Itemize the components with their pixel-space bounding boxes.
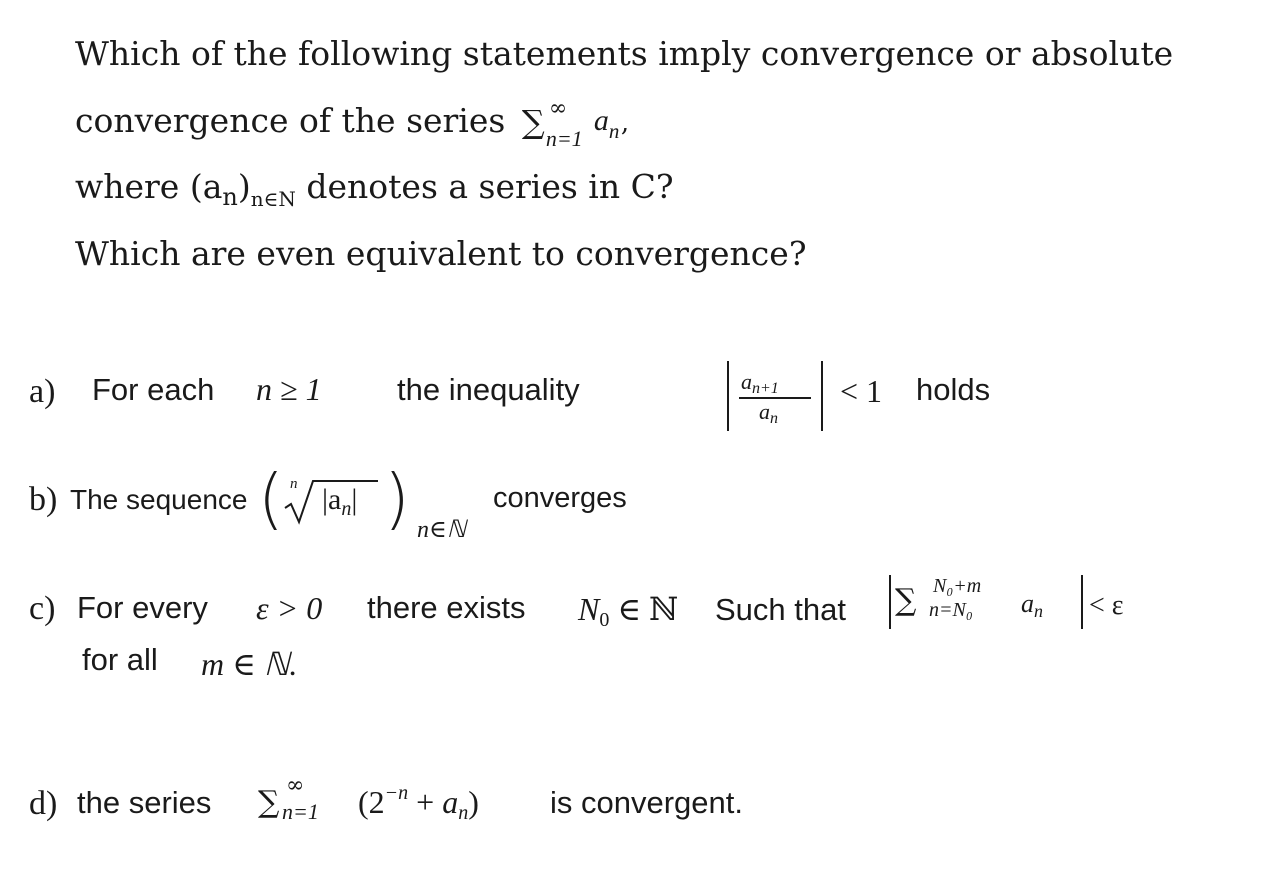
series-punct: , bbox=[620, 108, 630, 138]
series-d-upper: ∞ bbox=[286, 773, 305, 798]
question-line-3 bbox=[75, 167, 674, 211]
partial-sum-abs bbox=[889, 575, 1083, 629]
series-term-sub: n bbox=[608, 119, 620, 143]
question-text-3b: denotes a series in C? bbox=[295, 167, 674, 206]
question-line-1 bbox=[75, 34, 1173, 74]
option-c-text-2: there exists bbox=[367, 590, 526, 625]
ratio-num-sub: n+1 bbox=[752, 380, 779, 397]
ratio-denominator bbox=[759, 399, 778, 425]
series-d-close: ) bbox=[468, 784, 479, 820]
sequence-index: n∈N bbox=[250, 187, 296, 211]
option-c-text-1: For every bbox=[77, 590, 208, 625]
series-d-term-sub: n bbox=[458, 802, 469, 824]
summation-symbol: ∑ bbox=[521, 103, 545, 141]
ratio-den-var: a bbox=[759, 399, 770, 424]
question-text-4: Which are even equivalent to convergence? bbox=[75, 234, 807, 273]
radicand bbox=[322, 483, 358, 520]
partial-sum-lower: n=N₀ bbox=[929, 599, 973, 621]
option-b-text-2: converges bbox=[493, 482, 627, 514]
root-index: n bbox=[290, 476, 298, 492]
radical-overline bbox=[322, 480, 378, 482]
partial-sum-term bbox=[1021, 589, 1043, 619]
series-d-exponent: −n bbox=[384, 782, 409, 804]
sequence-paren: ) bbox=[237, 167, 251, 206]
question-text-2: convergence of the series bbox=[75, 101, 506, 140]
option-c-text-4: for all bbox=[82, 642, 158, 677]
option-c-math-3: m ∈ ℕ. bbox=[201, 646, 298, 682]
option-b-text-1: The sequence bbox=[70, 484, 248, 515]
index-set: n∈ℕ bbox=[417, 517, 466, 543]
option-c-text-3: Such that bbox=[715, 592, 846, 627]
option-a-relation: < 1 bbox=[840, 373, 883, 409]
series-d-lower: n=1 bbox=[282, 799, 319, 824]
ratio-numerator bbox=[741, 369, 779, 395]
partial-sum-upper: N₀+m bbox=[933, 575, 982, 597]
sequence-sub: n bbox=[222, 183, 238, 211]
sum-upper-limit: ∞ bbox=[548, 96, 568, 121]
series-d-sum-symbol: ∑ bbox=[258, 785, 280, 820]
ratio-abs bbox=[727, 361, 823, 431]
option-c-math-2 bbox=[578, 590, 679, 631]
ratio-den-sub: n bbox=[770, 410, 778, 427]
option-c-relation: < ε bbox=[1089, 590, 1124, 621]
option-c-N: N bbox=[578, 591, 600, 627]
radical-sign bbox=[283, 478, 323, 528]
option-c-in-N: ∈ ℕ bbox=[617, 591, 679, 627]
option-a-text-3: holds bbox=[916, 372, 991, 407]
question-text-1: Which of the following statements imply convergence or absolute bbox=[75, 34, 1174, 73]
option-a-text-1: For each bbox=[92, 372, 215, 407]
right-big-paren: ) bbox=[384, 460, 410, 537]
partial-sum-symbol: ∑ bbox=[895, 583, 917, 618]
question-text-3a: where (a bbox=[75, 167, 223, 206]
option-b-label: b) bbox=[29, 481, 58, 518]
option-a-text-2: the inequality bbox=[397, 372, 580, 407]
partial-sum-var: a bbox=[1021, 589, 1034, 618]
series-d-open: (2 bbox=[358, 784, 385, 820]
option-d-text-1: the series bbox=[77, 785, 212, 820]
option-d-label: d) bbox=[29, 785, 58, 822]
option-c-math-1: ε > 0 bbox=[256, 590, 323, 626]
series-d-expression bbox=[358, 782, 479, 824]
question-line-4 bbox=[75, 234, 807, 274]
option-d-text-2: is convergent. bbox=[550, 785, 743, 820]
option-a-label: a) bbox=[29, 373, 56, 410]
series-d-formula bbox=[258, 773, 553, 833]
radicand-sub: n bbox=[341, 498, 352, 520]
option-c-label: c) bbox=[29, 590, 56, 627]
question-line-2 bbox=[75, 96, 634, 151]
series-d-term: a bbox=[442, 784, 459, 820]
series-term: a bbox=[593, 104, 609, 137]
series-formula bbox=[516, 96, 634, 151]
left-big-paren: ( bbox=[258, 460, 284, 537]
series-d-plus: + bbox=[408, 784, 443, 820]
partial-sum-sub: n bbox=[1034, 601, 1043, 621]
option-c-N-sub: 0 bbox=[599, 609, 610, 631]
radicand-open: |a bbox=[322, 483, 342, 516]
option-a-math-1: n ≥ 1 bbox=[256, 371, 322, 407]
ratio-num-var: a bbox=[741, 369, 752, 394]
sum-lower-limit: n=1 bbox=[545, 126, 583, 151]
radicand-close: | bbox=[351, 483, 358, 516]
